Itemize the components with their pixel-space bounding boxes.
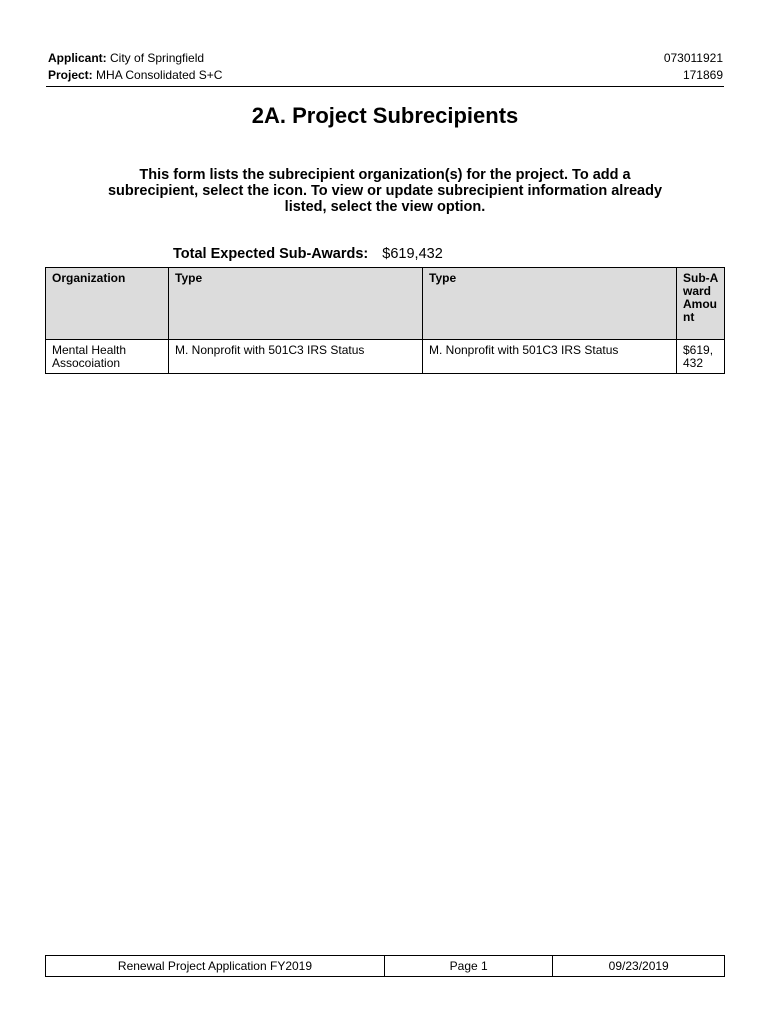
table-row[interactable] (46, 340, 725, 374)
col-header-organization: Organization (46, 268, 169, 340)
cell-type: M. Nonprofit with 501C3 IRS Status (169, 340, 423, 374)
cell-type-2: M. Nonprofit with 501C3 IRS Status (423, 340, 677, 374)
table-header-row (46, 268, 725, 340)
cell-sub-award-amount: $619,432 (677, 340, 725, 374)
cell-organization: Mental Health Assocoiation (46, 340, 169, 374)
col-header-sub-award-amount: Sub-Award Amount (677, 268, 725, 340)
intro-text: This form lists the subrecipient organization(s) for the project. To add a subrecipient, select the icon. To view or update subrecipient information already listed, select the view option. (107, 167, 663, 215)
footer-application: Renewal Project Application FY2019 (46, 956, 385, 977)
project-line (48, 67, 222, 84)
header-right (664, 50, 723, 84)
applicant-line (48, 50, 222, 67)
applicant-value: City of Springfield (110, 51, 205, 65)
total-label: Total Expected Sub-Awards: (173, 246, 369, 262)
subrecipients-table (45, 267, 725, 374)
header-left (48, 50, 222, 84)
col-header-type-2: Type (423, 268, 677, 340)
project-label: Project: (48, 68, 93, 82)
col-header-type: Type (169, 268, 423, 340)
applicant-label: Applicant: (48, 51, 107, 65)
page-title: 2A. Project Subrecipients (251, 103, 519, 128)
total-sub-awards (173, 246, 443, 262)
project-id: 171869 (682, 68, 723, 82)
total-value: $619,432 (382, 246, 443, 262)
applicant-id: 073011921 (663, 51, 723, 65)
page-footer (45, 955, 725, 977)
footer-date: 09/23/2019 (553, 956, 725, 977)
footer-page: Page 1 (384, 956, 552, 977)
header-divider (46, 86, 724, 87)
project-value: MHA Consolidated S+C (96, 68, 223, 82)
